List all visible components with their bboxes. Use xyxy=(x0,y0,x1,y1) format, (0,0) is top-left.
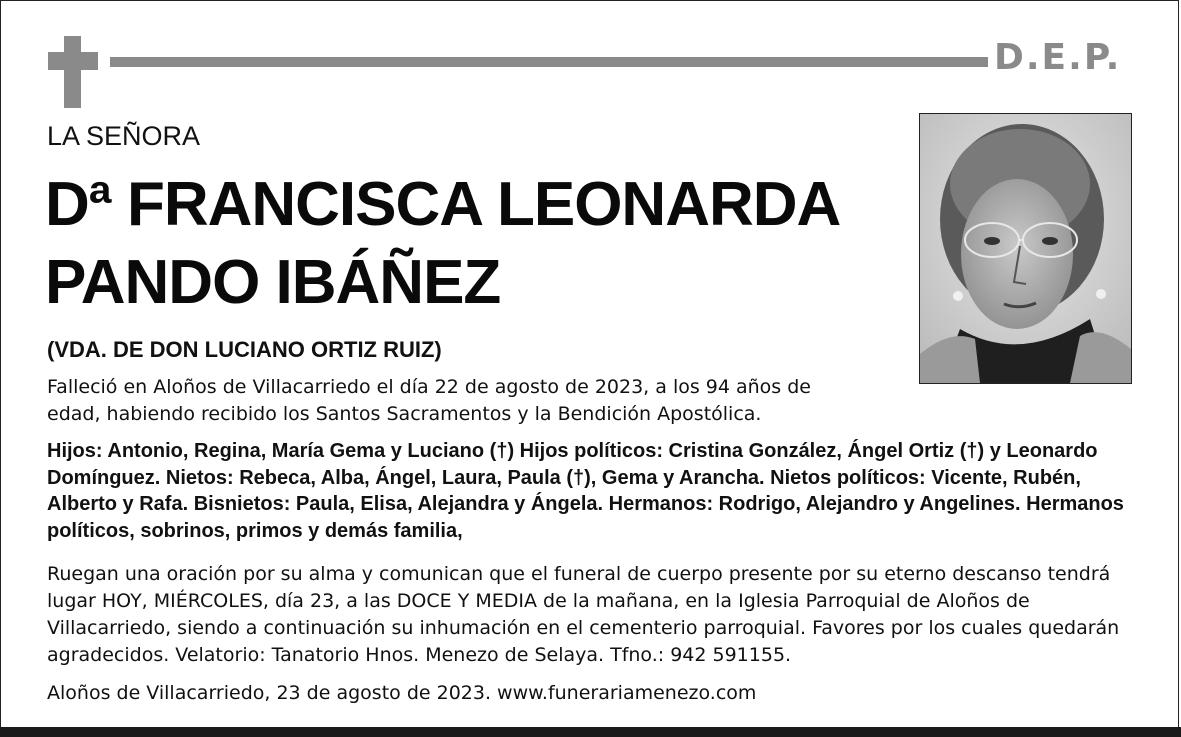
deceased-name xyxy=(45,166,840,322)
footer-date-website: Aloños de Villacarriedo, 23 de agosto de 2023. www.funerariamenezo.com xyxy=(47,682,757,704)
death-notice: Falleció en Aloños de Villacarriedo el día 22 de agosto de 2023, a los 94 años de edad, habiendo recibido los Santos Sacramentos y la Bendición Apostólica. xyxy=(47,376,811,425)
widow-of: (VDA. DE DON LUCIANO ORTIZ RUIZ) xyxy=(47,337,442,362)
funeral-notice: Ruegan una oración por su alma y comunican que el funeral de cuerpo presente por su eterno descanso tendrá lugar HOY, MIÉRCOLES, día 23, a las DOCE Y MEDIA de la mañana, en la Iglesia Parroquial de Aloños de Villacarriedo, siendo a continuación su inhumación en el cementerio parroquial. Favores por los cuales quedarán agradecidos. Velatorio: Tanatorio Hnos. Menezo de Selaya. Tfno.: 942 591155. xyxy=(47,563,1120,666)
family-list: Hijos: Antonio, Regina, María Gema y Luciano (†) Hijos políticos: Cristina González, Ángel Ortiz (†) y Leonardo Domínguez. Nietos: Rebeca, Alba, Ángel, Laura, Paula (†), Gema y Arancha. Nietos políticos: Vicente, Rubén, Alberto y Rafa. Bisnietos: Paula, Elisa, Alejandra y Ángela. Hermanos: Rodrigo, Alejandro y Angelines. Hermanos políticos, sobrinos, primos y demás familia, xyxy=(47,440,1124,542)
deceased-name-line2: PANDO IBÁÑEZ xyxy=(45,248,501,317)
cross-icon-bar xyxy=(48,52,98,70)
deceased-name-line1: Dª FRANCISCA LEONARDA xyxy=(45,170,841,239)
bottom-border xyxy=(0,727,1181,737)
cross-icon xyxy=(64,36,81,108)
portrait-image xyxy=(920,114,1131,383)
dep-label: D.E.P. xyxy=(994,37,1122,78)
header-rule xyxy=(110,57,988,67)
portrait-photo xyxy=(919,113,1132,384)
title-prefix: LA SEÑORA xyxy=(47,121,201,151)
